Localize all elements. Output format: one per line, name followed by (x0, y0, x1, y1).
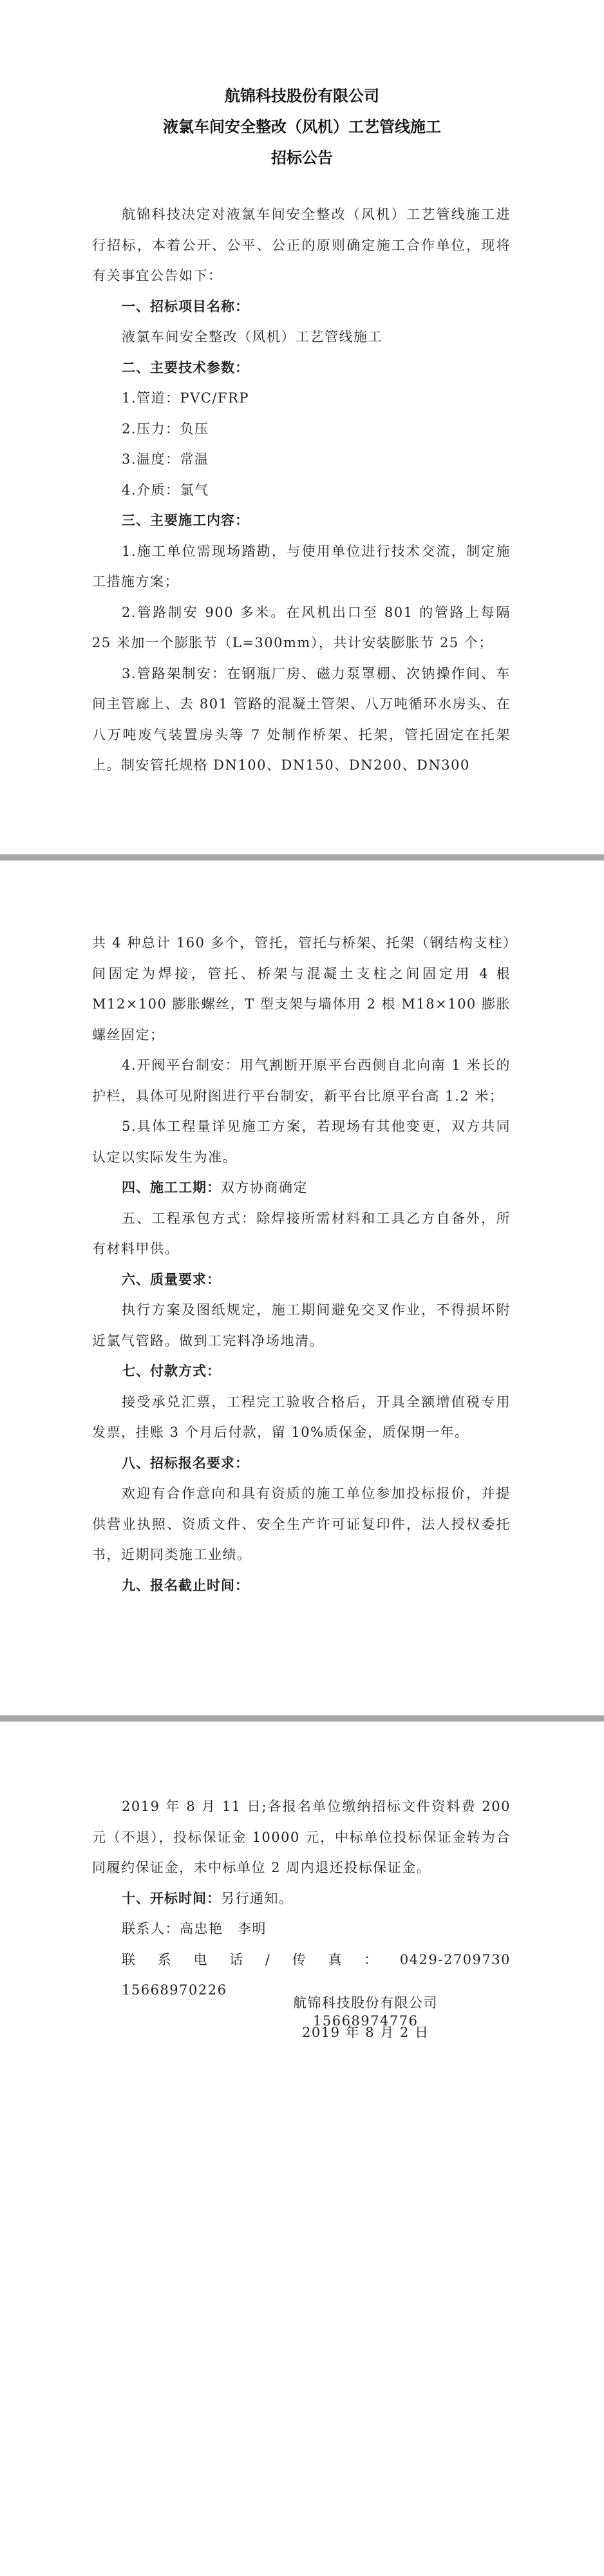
section-8-body: 欢迎有合作意向和具有资质的施工单位参加投标报价，并提供营业执照、资质文件、安全生产许可证复印件，法人授权委托书，近期同类施工业绩。 (92, 1486, 511, 1562)
section-5-inline: 除焊接所需材料和工具乙方自备外，所有材料甲供。 (92, 1210, 511, 1256)
document-page-1 (0, 0, 604, 855)
signature-block (293, 1988, 438, 2047)
signature-date: 2019 年 8 月 2 日 (302, 2025, 429, 2040)
section-7-body: 接受承兑汇票，工程完工验收合格后，开具全额增值税专用发票，挂账 3 个月后付款，留 10%质保金，质保期一年。 (92, 1394, 511, 1440)
intro-paragraph: 航锦科技决定对液氯车间安全整改（风机）工艺管线施工进行招标，本着公开、公平、公正的原则确定施工合作单位，现将有关事宜公告如下： (92, 207, 511, 283)
work-item: 5.具体工程量详见施工方案，若现场有其他变更，双方共同认定以实际发生为准。 (92, 1119, 511, 1165)
section-5-heading (92, 1204, 511, 1265)
section-6-body: 执行方案及图纸规定，施工期间避免交叉作业，不得损坏附近氯气管路。做到工完料净场地清。 (92, 1302, 511, 1349)
title-doc-type: 招标公告 (271, 149, 333, 167)
contact-person-label: 联系人： (122, 1921, 180, 1937)
section-8-heading (92, 1448, 511, 1479)
spec-item: 4.介质：氯气 (122, 482, 209, 498)
spec-item: 3.温度：常温 (122, 451, 209, 467)
section-2-heading (92, 353, 511, 384)
section-heading-label: 二、主要技术参数： (122, 359, 249, 375)
section-heading-label: 七、付款方式： (122, 1363, 221, 1379)
section-heading-label: 十、开标时间： (122, 1890, 221, 1906)
section-4-inline: 双方协商确定 (221, 1180, 308, 1195)
page-2-content (92, 928, 511, 1601)
section-9-heading (92, 1571, 511, 1602)
section-heading-label: 六、质量要求： (122, 1271, 221, 1287)
page-1-content (92, 200, 511, 781)
contact-phone-extra: 15668974776 (313, 2012, 419, 2029)
title-project: 液氯车间安全整改（风机）工艺管线施工 (163, 118, 441, 136)
section-heading-label: 一、招标项目名称： (122, 298, 249, 314)
document-title (0, 80, 604, 173)
contact-persons: 高忠艳 李明 (180, 1921, 267, 1937)
page-separator (0, 854, 604, 861)
work-item: 3.管路架制安：在钢瓶厂房、磁力泵罩棚、次钠操作间、车间主管廊上、去 801 管路的混凝土管架、八万吨循环水房头、在八万吨废气装置房头等 7 处制作桥架、托架，管托固定在托架上。制安管托规格 DN100、DN150、DN200、DN300 (92, 665, 511, 773)
work-item: 4.开阀平台制安：用气割断开原平台西侧自北向南 1 米长的护栏，具体可见附图进行平台制安，新平台比原平台高 1.2 米； (92, 1057, 511, 1104)
section-9-body: 2019 年 8 月 11 日;各报名单位缴纳招标文件资料费 200 元（不退），投标保证金 10000 元，中标单位投标保证金转为合同履约保证金，未中标单位 2 周内退还投标保证金。 (92, 1799, 511, 1875)
page-separator (0, 1715, 604, 1722)
section-1-body: 液氯车间安全整改（风机）工艺管线施工 (122, 329, 382, 345)
section-heading-label: 三、主要施工内容： (122, 513, 249, 528)
section-1-heading (92, 292, 511, 323)
contact-phone-label: 联系电话/传真： (122, 1951, 400, 1967)
document-page-2 (0, 861, 604, 1715)
section-4-heading (92, 1173, 511, 1204)
section-heading-label: 四、施工工期： (122, 1180, 221, 1195)
section-3-heading (92, 506, 511, 536)
section-heading-label: 五、工程承包方式： (122, 1210, 257, 1226)
section-6-heading (92, 1265, 511, 1296)
signature-company: 航锦科技股份有限公司 (293, 1995, 438, 2011)
work-item: 2.管路制安 900 多米。在风机出口至 801 的管路上每隔 25 米加一个膨胀节（L=300mm），共计安装膨胀节 25 个； (92, 604, 511, 650)
contact-phones: 0429-2709730 15668970226 (122, 1951, 525, 1998)
contact-persons-line (92, 1914, 511, 1945)
section-10-inline: 另行通知。 (221, 1890, 294, 1906)
work-item: 1.施工单位需现场踏勘，与使用单位进行技术交流，制定施工措施方案； (92, 543, 511, 589)
spec-item: 1.管道：PVC/FRP (122, 390, 249, 406)
title-company: 航锦科技股份有限公司 (225, 87, 379, 105)
section-10-heading (92, 1884, 511, 1915)
spec-item: 2.压力：负压 (122, 421, 209, 437)
section-7-heading (92, 1356, 511, 1387)
document-page-3 (0, 1722, 604, 2576)
section-heading-label: 九、报名截止时间： (122, 1577, 249, 1593)
section-heading-label: 八、招标报名要求： (122, 1455, 249, 1471)
work-item-continued: 共 4 种总计 160 多个，管托，管托与桥架、托架（钢结构支柱）间固定为焊接，管托、桥架与混凝土支柱之间固定用 4 根 M12×100 膨胀螺丝，T 型支架与墙体用 2 根 M18×100 膨胀螺丝固定； (92, 935, 511, 1043)
